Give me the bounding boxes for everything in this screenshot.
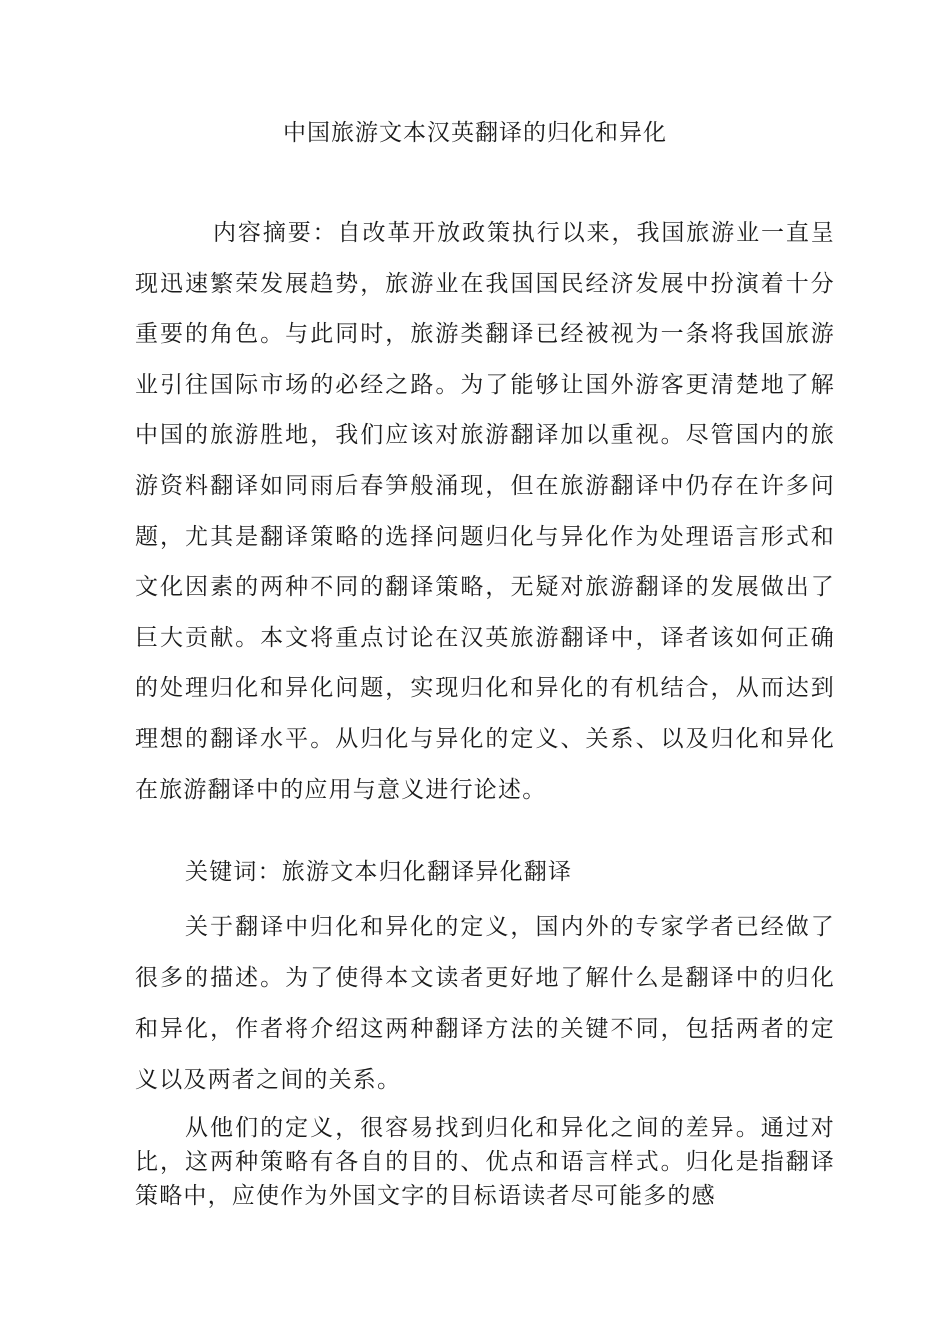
document-title: 中国旅游文本汉英翻译的归化和异化: [283, 120, 667, 146]
body-paragraph-2: 从他们的定义，很容易找到归化和异化之间的差异。通过对比，这两种策略有各自的目的、优点和语言样式。归化是指翻译策略中，应使作为外国文字的目标语读者尽可能多的感: [135, 1115, 835, 1209]
abstract-paragraph: 内容摘要：自改革开放政策执行以来，我国旅游业一直呈现迅速繁荣发展趋势，旅游业在我国国民经济发展中扮演着十分重要的角色。与此同时，旅游类翻译已经被视为一条将我国旅游业引往国际市场的必经之路。为了能够让国外游客更清楚地了解中国的旅游胜地，我们应该对旅游翻译加以重视。尽管国内的旅游资料翻译如同雨后春笋般涌现，但在旅游翻译中仍存在许多问题，尤其是翻译策略的选择问题归化与异化作为处理语言形式和文化因素的两种不同的翻译策略，无疑对旅游翻译的发展做出了巨大贡献。本文将重点讨论在汉英旅游翻译中，译者该如何正确的处理归化和异化问题，实现归化和异化的有机结合，从而达到理想的翻译水平。从归化与异化的定义、关系、以及归化和异化在旅游翻译中的应用与意义进行论述。: [135, 220, 835, 803]
keywords-line: 关键词：旅游文本归化翻译异化翻译: [185, 859, 573, 885]
body-paragraph-1: 关于翻译中归化和异化的定义，国内外的专家学者已经做了很多的描述。为了使得本文读者更好地了解什么是翻译中的归化和异化，作者将介绍这两种翻译方法的关键不同，包括两者的定义以及两者之间的关系。: [135, 914, 835, 1093]
